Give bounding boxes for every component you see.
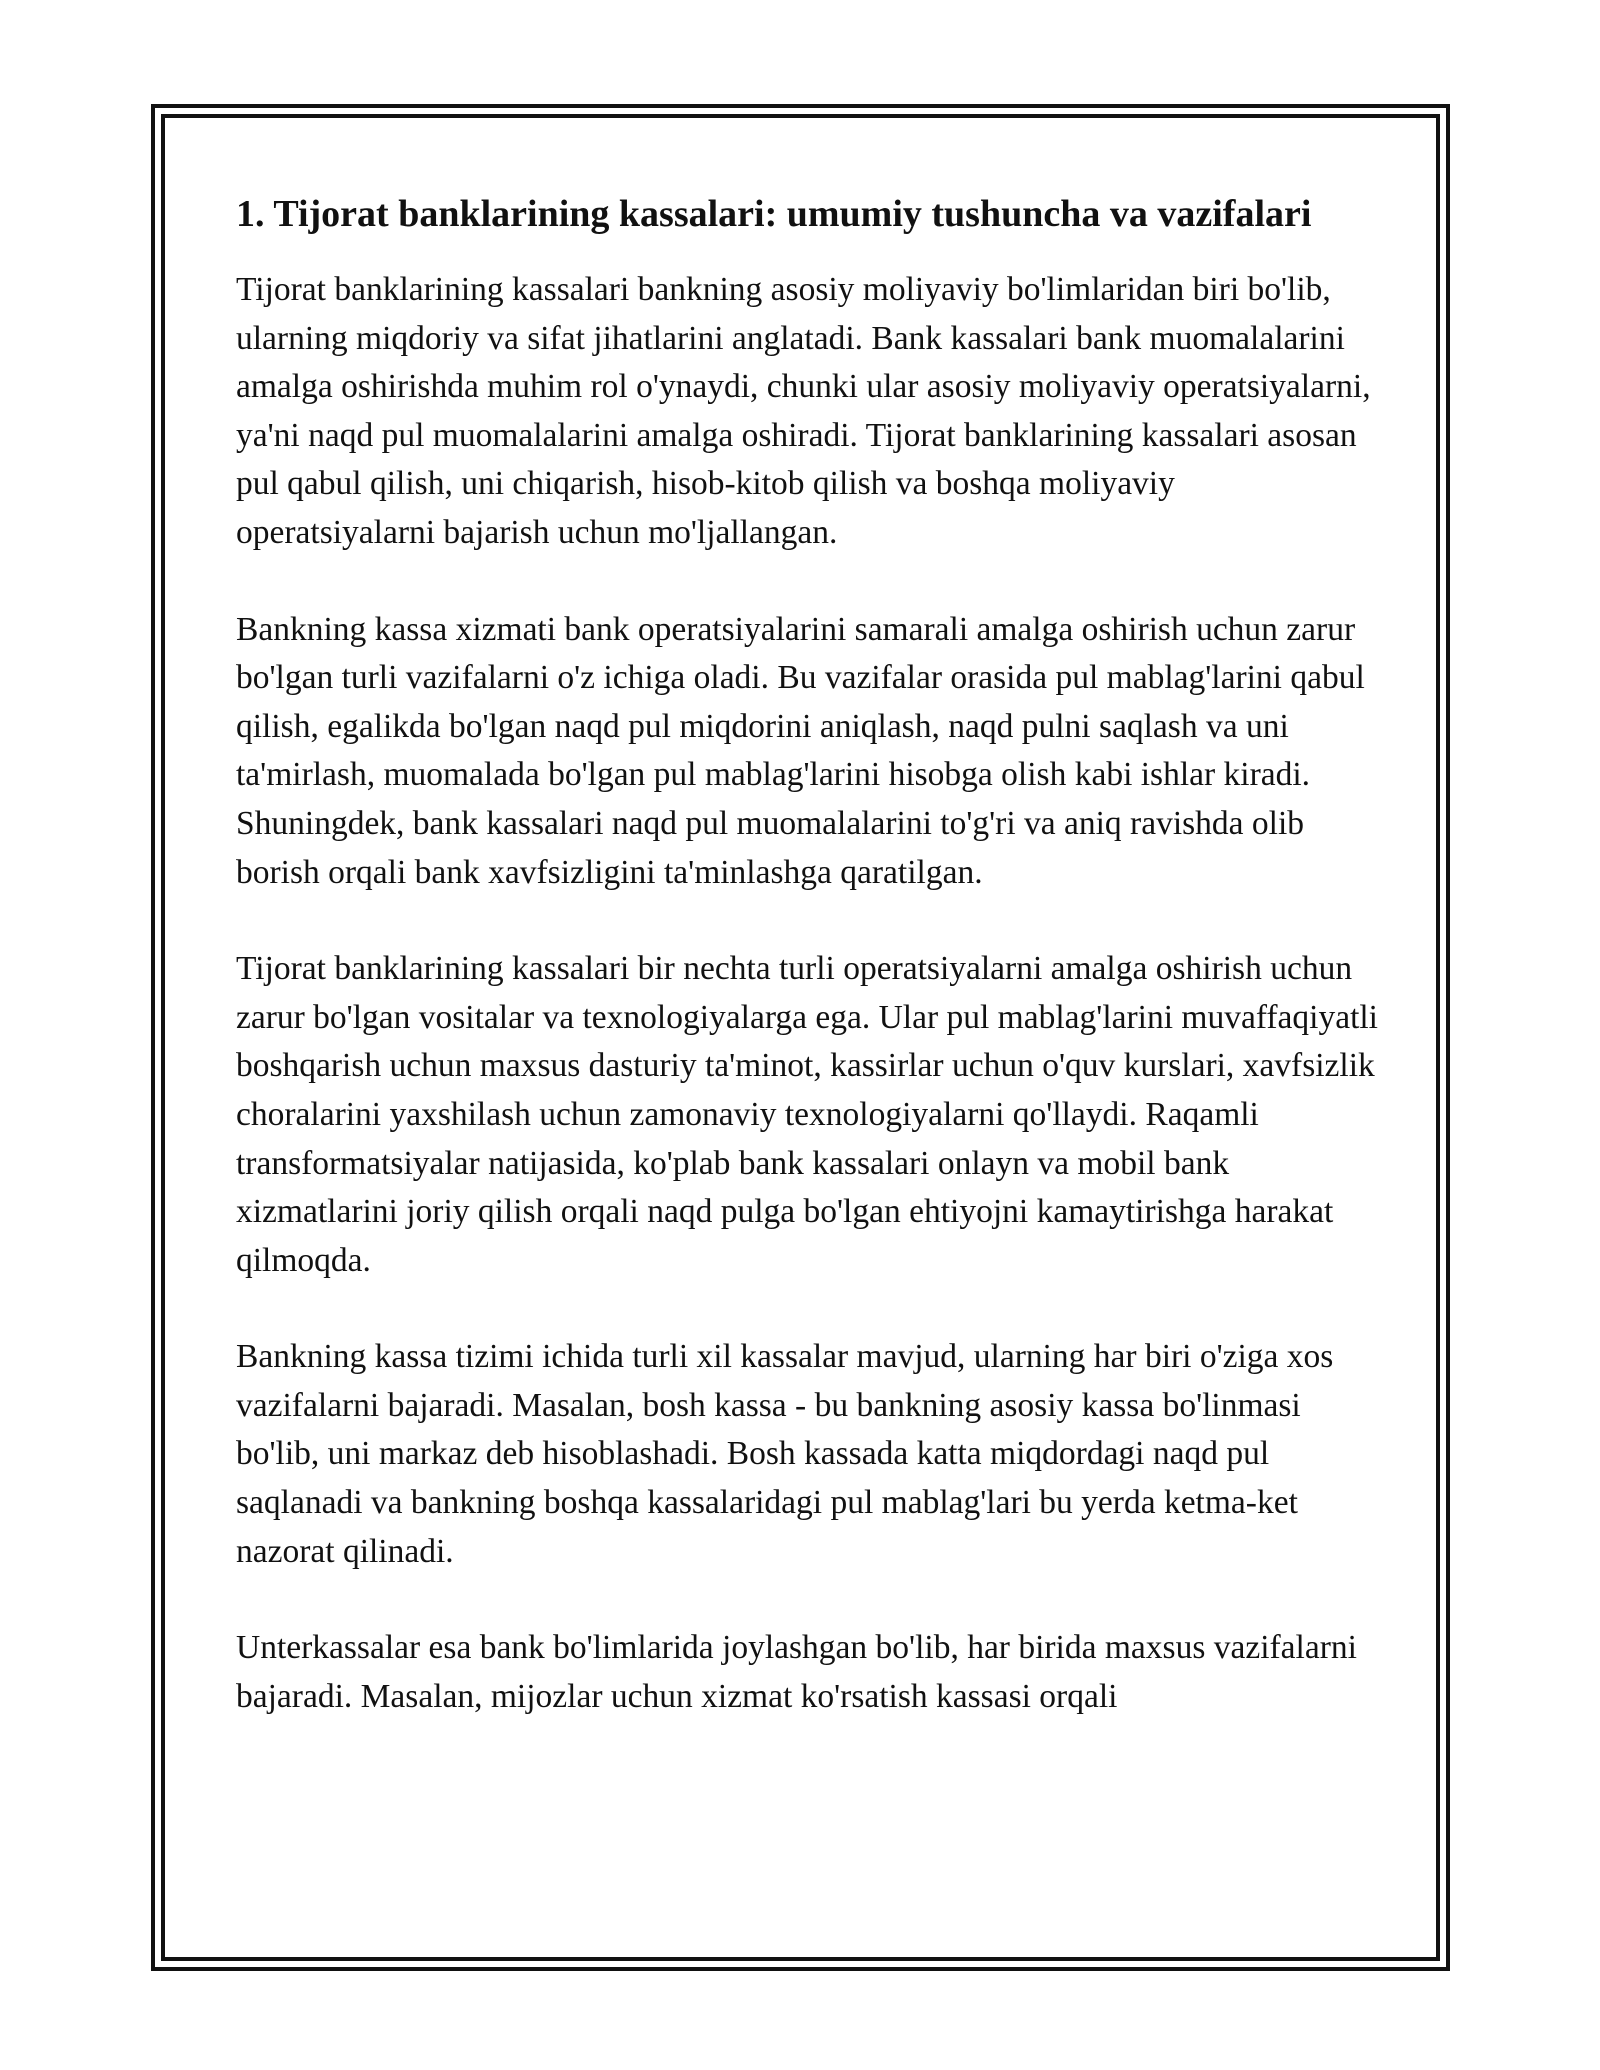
paragraph-2: Bankning kassa xizmati bank operatsiyalarini samarali amalga oshirish uchun zarur bo'lgan turli vazifalarni o'z ichiga oladi. Bu vazifalar orasida pul mablag'larini qabul qilish, egalikda bo'lgan naqd pul miqdorini aniqlash, naqd pulni saqlash va uni ta'mirlash, muomalada bo'lgan pul mablag'larini hisobga olish kabi ishlar kiradi. Shuningdek, bank kassalari naqd pul muomalalarini to'g'ri va aniq ravishda olib borish orqali bank xavfsizligini ta'minlashga qaratilgan. [236,610,1365,891]
document-body [236,186,1378,1721]
paragraph-4: Bankning kassa tizimi ichida turli xil kassalar mavjud, ularning har biri o'ziga xos vazifalarni bajaradi. Masalan, bosh kassa - bu bankning asosiy kassa bo'linmasi bo'lib, uni markaz deb hisoblashadi. Bosh kassada katta miqdordagi naqd pul saqlanadi va bankning boshqa kassalaridagi pul mablag'lari bu yerda ketma-ket nazorat qilinadi. [236,1338,1334,1570]
section-heading: 1. Tijorat banklarining kassalari: umumiy tushuncha va vazifalari [236,193,1312,235]
paragraph-3: Tijorat banklarining kassalari bir nechta turli operatsiyalarni amalga oshirish uchun zarur bo'lgan vositalar va texnologiyalarga ega. Ular pul mablag'larini muvaffaqiyatli boshqarish uchun maxsus dasturiy ta'minot, kassirlar uchun o'quv kurslari, xavfsizlik choralarini yaxshilash uchun zamonaviy texnologiyalarni qo'llaydi. Raqamli transformatsiyalar natijasida, ko'plab bank kassalari onlayn va mobil bank xizmatlarini joriy qilish orqali naqd pulga bo'lgan ehtiyojni kamaytirishga harakat qilmoqda. [236,950,1378,1279]
paragraph-5: Unterkassalar esa bank bo'limlarida joylashgan bo'lib, har birida maxsus vazifalarni bajaradi. Masalan, mijozlar uchun xizmat ko'rsatish kassasi orqali [236,1629,1357,1715]
paragraph-1: Tijorat banklarining kassalari bankning asosiy moliyaviy bo'limlaridan biri bo'lib, ularning miqdoriy va sifat jihatlarini anglatadi. Bank kassalari bank muomalalarini amalga oshirishda muhim rol o'ynaydi, chunki ular asosiy moliyaviy operatsiyalarni, ya'ni naqd pul muomalalarini amalga oshiradi. Tijorat banklarining kassalari asosan pul qabul qilish, uni chiqarish, hisob-kitob qilish va boshqa moliyaviy operatsiyalarni bajarish uchun mo'ljallangan. [236,271,1371,551]
